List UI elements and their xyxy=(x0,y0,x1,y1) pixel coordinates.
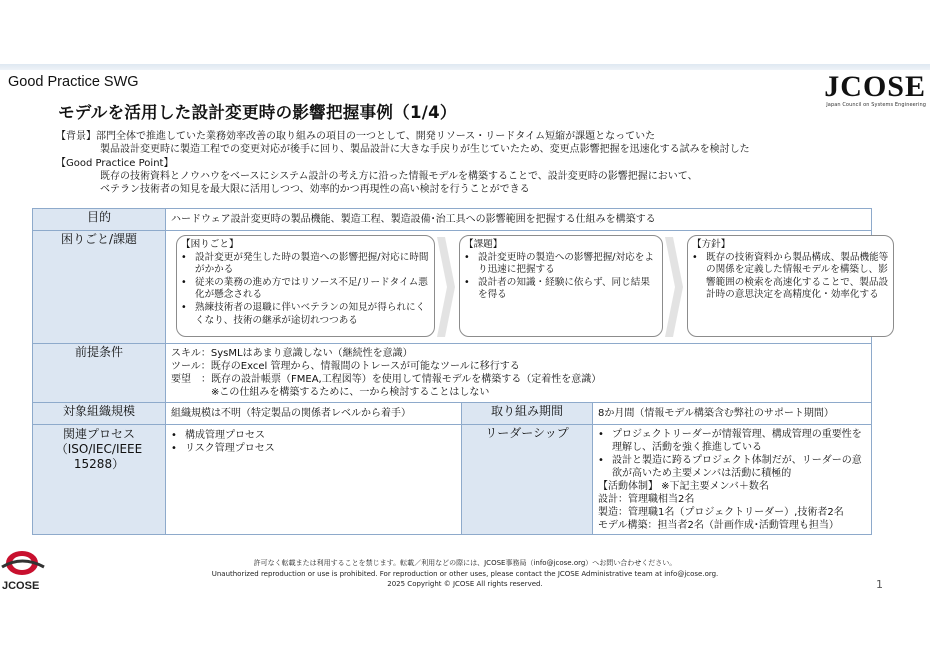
list-item: • プロジェクトリーダーが情報管理、構成管理の重要性を理解し、活動を強く推進している xyxy=(598,429,862,453)
arrow-right-icon xyxy=(437,237,455,337)
footer xyxy=(0,558,930,590)
prereq-line: ツール：既存のExcel 管理から、情報間のトレースが可能なツールに移行する xyxy=(171,361,520,372)
list-item: • 設計変更が発生した時の製造への影響把握/対応に時間がかかる xyxy=(181,251,429,276)
issue-flow xyxy=(166,231,889,343)
task-box xyxy=(459,235,663,337)
page-title: モデルを活用した設計変更時の影響把握事例（1/4） xyxy=(58,103,457,122)
list-item: • 従来の業務の進め方ではリソース不足/リードタイム悪化が懸念される xyxy=(181,276,428,301)
prereq-text xyxy=(166,344,872,403)
arrow-right-icon xyxy=(665,237,683,337)
list-item: • 既存の技術資料から製品構成、製品機能等の関係を定義した情報モデルを構築し、影響範囲の検索を高速化することで、製品設計時の意思決定を高精度化・効率化する xyxy=(692,251,889,301)
task-title: 【課題】 xyxy=(464,239,503,250)
background-label: 【背景】 xyxy=(56,131,96,142)
summary-table xyxy=(32,208,889,535)
logo-text: JCOSE xyxy=(824,70,926,103)
list-item: • 熟練技術者の退職に伴いベテランの知見が得られにくくなり、技術の継承が途切れつつある xyxy=(181,301,426,326)
period-text: 8か月間（情報モデル構築含む弊社のサポート期間） xyxy=(593,403,872,425)
gpp-label: 【Good Practice Point】 xyxy=(56,157,174,169)
page-number: 1 xyxy=(876,578,883,591)
list-item: • リスク管理プロセス xyxy=(171,443,275,454)
emblem-text: JCOSE xyxy=(2,580,40,592)
jcose-logo xyxy=(818,72,926,108)
footer-line-1: 許可なく転載または利用することを禁じます。転載／利用などの際には、JCOSE事務局（info@jcose.org）へお問い合わせください。 xyxy=(253,559,677,567)
issue-flow-cell xyxy=(166,231,889,344)
list-item: • 設計と製造に跨るプロジェクト体制だが、リーダーの意欲が高いため主要メンバは活動に積極的 xyxy=(598,455,862,479)
leadership-line: モデル構築：担当者2名（計画作成･活動管理も担当） xyxy=(598,520,839,531)
leadership-line: 【活動体制】 ※下記主要メンバ＋数名 xyxy=(598,481,769,492)
background-line-1: 部門全体で推進していた業務効率改善の取り組みの項目の一つとして、開発リソース・リードタイム短縮が課題となっていた xyxy=(96,131,656,142)
prereq-line: 要望 ：既存の設計帳票（FMEA,工程図等）を使用して情報モデルを構築する（定着性を意識） xyxy=(171,374,602,385)
scale-label: 対象組織規模 xyxy=(33,403,166,425)
scale-text: 組織規模は不明（特定製品の関係者レベルから着手） xyxy=(166,403,462,425)
prereq-label: 前提条件 xyxy=(33,344,166,403)
gpp-line-2: ベテラン技術者の知見を最大限に活用しつつ、効率的かつ再現性の高い検討を行うことができる xyxy=(100,184,530,196)
process-list xyxy=(166,425,462,535)
trouble-box xyxy=(176,235,435,337)
header-band xyxy=(0,64,930,70)
swg-label: Good Practice SWG xyxy=(8,74,139,90)
list-item: • 構成管理プロセス xyxy=(171,430,265,441)
process-label: 関連プロセス （ISO/IEC/IEEE 15288） xyxy=(33,425,166,535)
leadership-line: 設計：管理職相当2名 xyxy=(598,494,695,505)
prereq-line: ※この仕組みを構築するために、一から検討することはしない xyxy=(171,387,490,398)
background-line-2: 製品設計変更時に製造工程での変更対応が後手に回り、製品設計に大きな手戻りが生じていたため、変更点影響把握を迅速化する試みを検討した xyxy=(100,144,750,156)
list-item: • 設計者の知識・経験に依らず、同じ結果を得る xyxy=(464,276,650,301)
policy-title: 【方針】 xyxy=(692,239,731,250)
policy-box xyxy=(687,235,894,337)
leadership-label: リーダーシップ xyxy=(462,425,593,535)
issue-label: 困りごと/課題 xyxy=(33,231,166,344)
period-label: 取り組み期間 xyxy=(462,403,593,425)
leadership-line: 製造：管理職1名（プロジェクトリーダー）,技術者2名 xyxy=(598,507,844,518)
list-item: • 設計変更時の製造への影響把握/対応をより迅速に把握する xyxy=(464,251,654,276)
footer-line-2: Unauthorized reproduction or use is prohibited. For reproduction or other uses, please contact the JCOSE Administrative team at info@jcose.org. xyxy=(211,569,719,578)
footer-line-3: 2025 Copyright © JCOSE All rights reserved. xyxy=(387,580,543,588)
gpp-line-1: 既存の技術資料とノウハウをベースにシステム設計の考え方に沿った情報モデルを構築することで、設計変更時の影響把握において、 xyxy=(100,170,698,182)
intro xyxy=(56,130,750,196)
prereq-line: スキル：SysMLはあまり意識しない（継続性を意識） xyxy=(171,348,413,359)
trouble-title: 【困りごと】 xyxy=(181,239,239,250)
purpose-label: 目的 xyxy=(33,209,166,231)
logo-subtitle: Japan Council on Systems Engineering xyxy=(826,102,926,108)
leadership-text xyxy=(593,425,872,535)
purpose-text: ハードウェア設計変更時の製品機能、製造工程、製造設備･治工具への影響範囲を把握する仕組みを構築する xyxy=(166,209,872,231)
